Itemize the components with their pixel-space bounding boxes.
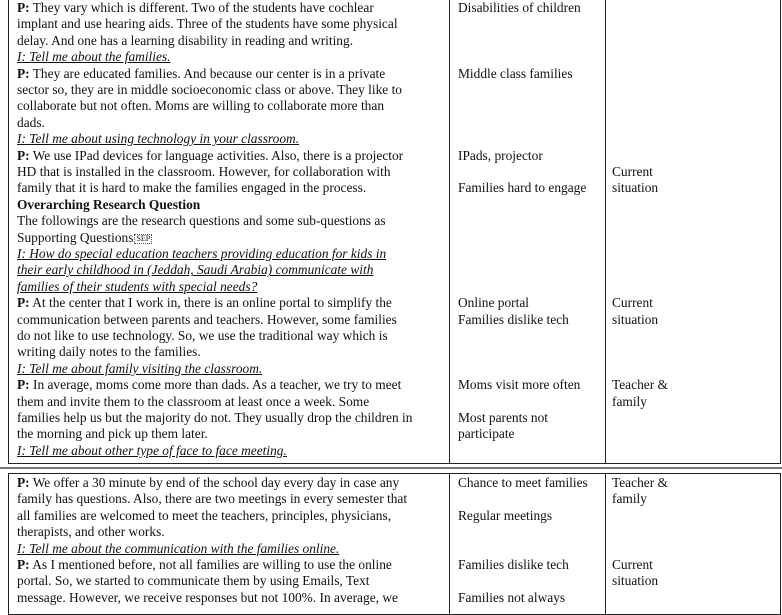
interviewer-question-line: I: Tell me about the families. [17, 49, 171, 65]
participant-answer-line: collaborate but not often. Moms are willing to collaborate more than [17, 98, 385, 114]
code-label: IPads, projector [458, 147, 543, 163]
answer-text: We offer a 30 minute by end of the school day every day in case any [29, 475, 400, 490]
speaker-label: P: [17, 377, 30, 393]
interviewer-question-line: I: Tell me about other type of face to face meeting. [17, 442, 287, 458]
speaker-label: P: [17, 295, 30, 311]
participant-answer-line: sector so, they are in middle socioeconomic class or above. They like to [17, 82, 402, 97]
participant-answer-line: them and invite them to the classroom at least once a week. Some [17, 393, 370, 409]
separator-symbol: SEP [136, 233, 151, 243]
category-label: Current [612, 295, 653, 311]
codes-cell [450, 474, 606, 615]
category-label: family [612, 393, 647, 409]
category-label: family [612, 491, 647, 507]
page-break-line-top [0, 467, 782, 469]
participant-answer-line: all families are welcomed to meet the teachers, principles, physicians, [17, 507, 392, 523]
interviewer-question-line: I: Tell me about the communication with the families online. [17, 540, 340, 556]
category-cell [606, 474, 781, 615]
participant-answer-line: family has questions. Also, there are two meetings in every semester that [17, 491, 408, 507]
code-label: Families not always [458, 589, 566, 605]
transcript-cell [9, 0, 450, 464]
participant-answer-line: families help us but the majority do not. They usually drop the children in [17, 410, 413, 425]
interviewer-question-line: I: Tell me about using technology in your classroom. [17, 131, 300, 147]
answer-text: They are educated families. And because our center is in a private [29, 65, 386, 81]
participant-answer-line [17, 0, 374, 16]
speaker-label: P: [17, 65, 30, 81]
code-label: participate [458, 426, 515, 442]
code-label: Families hard to engage [458, 180, 587, 196]
code-label: Families dislike tech [458, 557, 569, 572]
participant-answer-line [17, 230, 152, 246]
participant-answer-line [17, 148, 403, 164]
code-label: Moms visit more often [458, 377, 581, 393]
code-label: Disabilities of children [458, 0, 581, 15]
category-label: situation [612, 180, 659, 196]
participant-answer-line [17, 295, 392, 311]
answer-text: In average, moms come more than dads. As a teacher, we try to meet [29, 377, 402, 393]
participant-answer-line: implant and use hearing aids. Three of the students have some physical [17, 16, 398, 32]
participant-answer-line: delay. And one has a learning disability in reading and writing. [17, 32, 354, 48]
category-label: situation [612, 573, 659, 589]
coding-table-bottom [8, 473, 781, 615]
supporting-questions-label: Supporting Questions [17, 229, 134, 245]
participant-answer-line [17, 66, 385, 82]
answer-text: We use IPad devices for language activities. Also, there is a projector [29, 147, 404, 163]
participant-answer-line: the morning and pick up them later. [17, 426, 208, 442]
interviewer-question-line: families of their students with special needs? [17, 278, 258, 294]
speaker-label: P: [17, 557, 30, 572]
participant-answer-line: message. However, we receive responses but not 100%. In average, we [17, 589, 398, 605]
participant-answer-line: dads. [17, 114, 45, 130]
category-label: Current [612, 557, 653, 572]
code-label: Families dislike tech [458, 311, 569, 327]
participant-answer-line: HD that is installed in the classroom. However, for collaboration with [17, 164, 391, 179]
participant-answer-line: communication between parents and teachers. However, some families [17, 311, 397, 327]
answer-text: As I mentioned before, not all families are willing to use the online [29, 557, 392, 572]
speaker-label: P: [17, 475, 30, 490]
speaker-label: P: [17, 147, 30, 163]
participant-answer-line: family that it is hard to make the families engaged in the process. [17, 180, 367, 196]
transcript-cell [9, 474, 450, 615]
participant-answer-line: The followings are the research questions and some sub-questions as [17, 213, 386, 229]
interviewer-question-line: I: Tell me about family visiting the classroom. [17, 360, 263, 376]
answer-text: At the center that I work in, there is an online portal to simplify the [29, 295, 392, 311]
participant-answer-line [17, 377, 401, 393]
participant-answer-line [17, 557, 392, 573]
codes-cell [450, 0, 606, 464]
category-label: situation [612, 311, 659, 327]
section-heading: Overarching Research Question [17, 196, 201, 212]
participant-answer-line: do not like to use technology. So, we use the traditional way which is [17, 328, 388, 343]
category-label: Teacher & [612, 377, 668, 393]
interviewer-question-line: their early childhood in (Jeddah, Saudi Arabia) communicate with [17, 262, 374, 278]
category-label: Current [612, 164, 653, 179]
participant-answer-line [17, 475, 399, 491]
coding-table-top [8, 0, 781, 464]
interviewer-question-line: I: How do special education teachers providing education for kids in [17, 246, 387, 261]
code-label: Online portal [458, 295, 530, 311]
answer-text: They vary which is different. Two of the students have cochlear [29, 0, 374, 15]
category-label: Teacher & [612, 475, 668, 490]
code-label: Middle class families [458, 65, 573, 81]
code-label: Chance to meet families [458, 475, 588, 490]
category-cell [606, 0, 781, 464]
code-label: Regular meetings [458, 507, 553, 523]
participant-answer-line: therapists, and other works. [17, 524, 165, 540]
participant-answer-line: writing daily notes to the families. [17, 344, 201, 360]
speaker-label: P: [17, 0, 30, 15]
participant-answer-line: portal. So, we started to communicate them by using Emails, Text [17, 573, 370, 589]
code-label: Most parents not [458, 410, 549, 425]
